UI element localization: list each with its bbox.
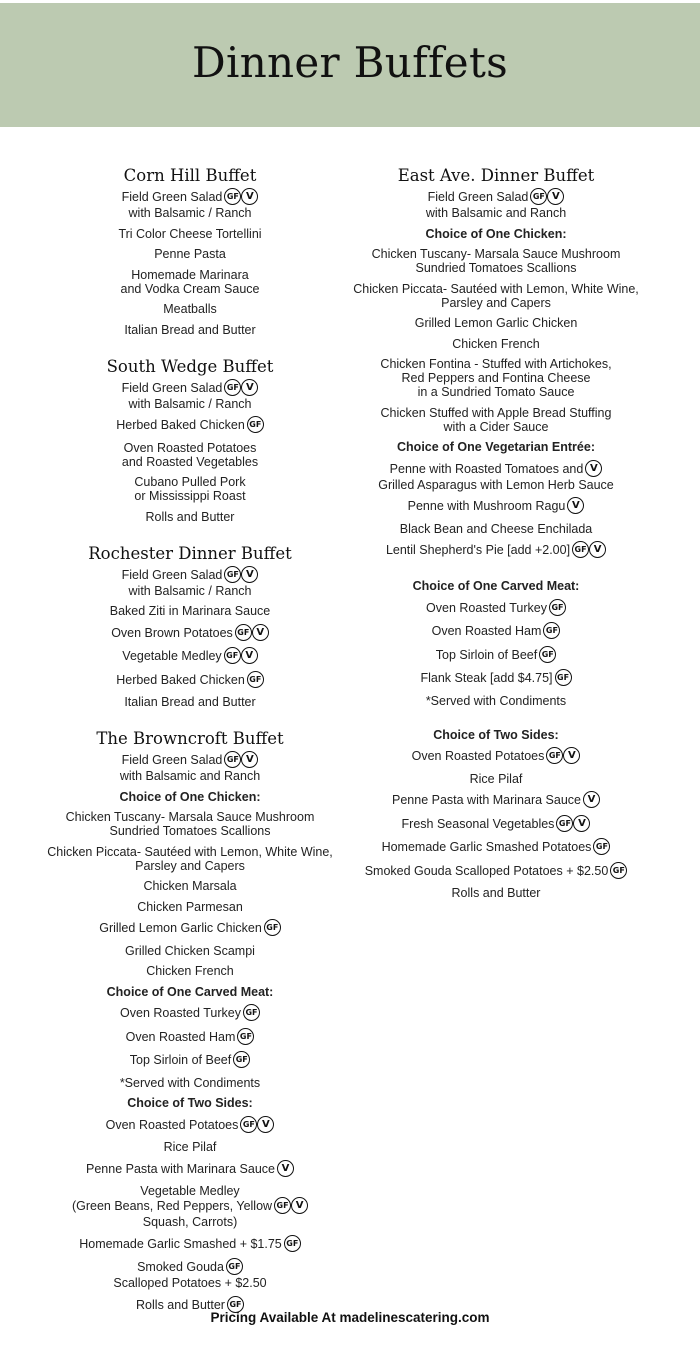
menu-item-line [30,752,350,769]
vegetarian-icon: V [241,379,258,396]
menu-item [30,1236,350,1253]
menu-item-line [30,648,350,665]
menu-item-text: Herbed Baked Chicken [116,672,245,687]
gluten-free-icon: GF [274,1197,291,1214]
menu-item-line [30,302,350,316]
menu-item-text: with Balsamic / Ranch [128,396,252,411]
menu-item-line [338,522,654,536]
menu-item-line [338,406,654,420]
menu-item-text: Rice Pilaf [469,771,523,786]
menu-item [338,247,654,275]
menu-item-text: Field Green Salad [121,752,223,767]
menu-item-text: Smoked Gouda Scalloped Potatoes + $2.50 [364,863,609,878]
menu-item-line [338,886,654,900]
menu-item-line [338,772,654,786]
menu-item-line [30,1259,350,1276]
menu-item-text: Parsley and Capers [441,295,551,310]
menu-item-line [30,268,350,282]
menu-item [338,863,654,880]
menu-item-list [338,189,654,900]
menu-item-text: Sundried Tomatoes Scallions [415,261,577,275]
menu-item-line [30,900,350,914]
menu-item [30,247,350,261]
menu-item-text: Lentil Shepherd's Pie [add +2.00] [385,542,571,557]
vegetarian-icon: V [563,747,580,764]
menu-item [30,380,350,411]
menu-item [30,302,350,316]
menu-item [30,475,350,503]
menu-item-text: Oven Roasted Ham [125,1029,236,1044]
menu-item-text: Chicken Fontina - Stuffed with Artichokes, [380,357,612,371]
menu-item-text: *Served with Condiments [425,693,567,708]
menu-item-text: Oven Roasted Potatoes [123,440,257,455]
menu-item [30,944,350,958]
menu-item [338,498,654,515]
menu-item [30,189,350,220]
menu-item-line [30,1029,350,1046]
menu-item-text: Choice of One Chicken: [119,789,261,804]
menu-item [338,839,654,856]
gluten-free-icon: GF [543,622,560,639]
gluten-free-icon: GF [243,1004,260,1021]
menu-item-text: Penne with Mushroom Ragu [407,498,566,513]
menu-item [338,542,654,559]
vegetarian-icon: V [277,1160,294,1177]
gluten-free-icon: GF [549,599,566,616]
vegetarian-icon: V [241,751,258,768]
menu-item-text: Herbed Baked Chicken [116,417,245,432]
menu-item-line [30,920,350,937]
menu-item-text: with Balsamic and Ranch [119,769,261,783]
menu-item-line [338,600,654,617]
menu-item [30,810,350,838]
menu-item-line [30,323,350,337]
menu-item [30,1161,350,1178]
menu-item-line [30,189,350,206]
choice-heading [30,985,350,999]
menu-item-line [30,1215,350,1229]
menu-item [30,845,350,873]
menu-item [30,648,350,665]
choice-heading [30,790,350,804]
menu-item-text: Oven Roasted Potatoes [411,748,545,763]
menu-item [338,792,654,809]
menu-item-line [338,478,654,492]
buffet-section-east-ave-dinner-buffet [338,166,654,900]
menu-item-text: Field Green Salad [121,567,223,582]
menu-item-text: Chicken Tuscany- Marsala Sauce Mushroom [371,247,621,261]
menu-item-line [30,985,350,999]
menu-item-text: Scalloped Potatoes + $2.50 [113,1276,267,1290]
menu-item [30,1052,350,1069]
page-title: Dinner Buffets [192,37,508,87]
menu-item [30,672,350,689]
menu-item [338,406,654,434]
page-header [0,3,700,127]
menu-item-text: Oven Roasted Turkey [426,600,547,615]
menu-item-text: Penne with Roasted Tomatoes and [389,461,584,476]
vegetarian-icon: V [583,791,600,808]
menu-item-text: *Served with Condiments [119,1075,261,1090]
menu-item-text: or Mississippi Roast [134,489,246,503]
menu-item [30,879,350,893]
menu-item-line [338,261,654,275]
menu-item-line [338,296,654,310]
menu-item [30,1029,350,1046]
gluten-free-icon: GF [247,671,264,688]
menu-item-line [338,247,654,261]
menu-item [30,920,350,937]
menu-item [30,1117,350,1134]
menu-item-text: Chicken French [146,964,234,978]
menu-item-line [30,510,350,524]
menu-item-line [338,623,654,640]
menu-item [30,268,350,296]
menu-item [30,1140,350,1154]
menu-item-text: Chicken Piccata- Sautéed with Lemon, White Wine, [47,844,333,859]
menu-item [338,600,654,617]
menu-item-line [338,748,654,765]
menu-item-text: Chicken Piccata- Sautéed with Lemon, White Wine, [353,281,639,296]
menu-item-line [30,397,350,411]
menu-item-line [338,694,654,708]
section-title: The Browncroft Buffet [96,729,284,748]
menu-item-text: Squash, Carrots) [142,1215,238,1229]
menu-item-line [30,247,350,261]
menu-item-text: Choice of Two Sides: [127,1096,253,1110]
buffet-section-the-browncroft-buffet [30,729,350,1314]
menu-item-line [30,1161,350,1178]
gluten-free-icon: GF [224,751,241,768]
menu-item-line [338,647,654,664]
menu-item-list [30,380,350,524]
menu-item-text: Flank Steak [add $4.75] [420,670,553,685]
menu-item-line [338,420,654,434]
gluten-free-icon: GF [284,1235,301,1252]
menu-item-line [338,227,654,241]
menu-item [30,604,350,618]
menu-item-line [30,1236,350,1253]
gluten-free-icon: GF [227,1296,244,1313]
menu-item-list [30,752,350,1314]
menu-item [338,748,654,765]
menu-item [30,1005,350,1022]
menu-item-text: Chicken French [452,336,540,351]
choice-heading [338,728,654,742]
menu-item-text: Sundried Tomatoes Scallions [109,824,271,838]
menu-item-line [30,964,350,978]
menu-item-line [30,1198,350,1215]
menu-item [338,772,654,786]
menu-item-text: Grilled Lemon Garlic Chicken [414,316,578,330]
menu-item-text: and Roasted Vegetables [121,454,259,469]
gluten-free-icon: GF [593,838,610,855]
choice-heading [338,440,654,454]
menu-item-text: (Green Beans, Red Peppers, Yellow [71,1198,273,1213]
menu-item-line [30,810,350,824]
vegetarian-icon: V [291,1197,308,1214]
menu-item [30,752,350,783]
menu-item-line [338,385,654,399]
menu-item [30,227,350,241]
menu-item-text: Grilled Chicken Scampi [125,943,255,958]
menu-item-line [338,282,654,296]
menu-item-text: Choice of One Vegetarian Entrée: [397,440,595,454]
menu-item-text: with Balsamic and Ranch [425,206,567,220]
menu-item-text: with Balsamic / Ranch [128,206,252,220]
menu-item [30,900,350,914]
menu-item-text: Vegetable Medley [140,1184,240,1198]
menu-item [30,964,350,978]
menu-item [338,694,654,708]
gluten-free-icon: GF [224,188,241,205]
menu-item-text: Chicken Stuffed with Apple Bread Stuffing [380,405,612,420]
menu-item-line [30,1096,350,1110]
menu-item [30,1259,350,1290]
menu-item-text: Choice of One Chicken: [425,226,567,241]
vegetarian-icon: V [257,1116,274,1133]
menu-item-text: Field Green Salad [121,189,223,204]
menu-item-text: Choice of One Carved Meat: [412,579,580,593]
menu-item-text: Chicken Marsala [143,879,237,893]
gluten-free-icon: GF [233,1051,250,1068]
menu-item-text: Homemade Garlic Smashed + $1.75 [79,1236,282,1251]
menu-item [338,189,654,220]
vegetarian-icon: V [585,460,602,477]
menu-item-text: Chicken Tuscany- Marsala Sauce Mushroom [65,810,315,824]
menu-item [338,357,654,399]
menu-item [338,670,654,687]
menu-item-line [30,1276,350,1290]
menu-item-text: Oven Brown Potatoes [111,625,233,640]
menu-item-line [30,879,350,893]
menu-item-line [338,863,654,880]
menu-item-line [30,625,350,642]
gluten-free-icon: GF [224,647,241,664]
menu-item-text: Homemade Marinara [131,267,249,282]
menu-item-line [338,357,654,371]
menu-item-line [30,441,350,455]
vegetarian-icon: V [573,815,590,832]
menu-item-line [30,944,350,958]
menu-item [338,337,654,351]
menu-item-line [30,672,350,689]
menu-item-line [338,189,654,206]
menu-item-line [338,206,654,220]
menu-item-text: Field Green Salad [427,189,529,204]
vegetarian-icon: V [567,497,584,514]
menu-item-line [30,1076,350,1090]
section-title: Rochester Dinner Buffet [88,543,292,563]
menu-item [338,461,654,492]
vegetarian-icon: V [241,566,258,583]
menu-item-line [338,816,654,833]
menu-item-line [338,498,654,515]
menu-item-line [30,584,350,598]
menu-item-line [338,792,654,809]
menu-item-text: Choice of One Carved Meat: [106,984,274,999]
menu-item [30,510,350,524]
gluten-free-icon: GF [240,1116,257,1133]
menu-item-line [30,1052,350,1069]
menu-item-line [338,579,654,593]
gluten-free-icon: GF [237,1028,254,1045]
menu-item-line [30,380,350,397]
menu-item-text: Penne Pasta [154,247,226,261]
menu-item [338,522,654,536]
choice-heading [338,227,654,241]
menu-item-text: Vegetable Medley [122,648,222,663]
menu-item-text: with a Cider Sauce [443,419,549,434]
menu-item-text: Meatballs [163,302,217,316]
menu-item-line [338,461,654,478]
section-title: Corn Hill Buffet [123,166,257,185]
menu-item [30,625,350,642]
menu-item-line [338,542,654,559]
menu-item-text: Rolls and Butter [451,886,541,900]
menu-item-line [30,790,350,804]
menu-item-line [30,567,350,584]
vegetarian-icon: V [252,624,269,641]
menu-item-text: with Balsamic / Ranch [128,583,252,598]
menu-item-line [338,728,654,742]
gluten-free-icon: GF [572,541,589,558]
menu-item-text: Smoked Gouda [137,1259,224,1274]
vegetarian-icon: V [241,188,258,205]
menu-item-text: Field Green Salad [121,380,223,395]
menu-item-text: Grilled Lemon Garlic Chicken [99,920,262,935]
gluten-free-icon: GF [264,919,281,936]
menu-item [338,623,654,640]
menu-item-text: Oven Roasted Turkey [120,1005,241,1020]
menu-item-line [338,839,654,856]
menu-item [30,441,350,469]
gluten-free-icon: GF [247,416,264,433]
menu-item-text: Oven Roasted Ham [431,623,542,638]
menu-item [30,417,350,434]
gluten-free-icon: GF [530,188,547,205]
menu-item-line [30,455,350,469]
gluten-free-icon: GF [556,815,573,832]
menu-item-line [30,227,350,241]
gluten-free-icon: GF [235,624,252,641]
menu-item-line [30,769,350,783]
menu-item-text: Parsley and Capers [135,858,245,873]
gluten-free-icon: GF [539,646,556,663]
footer-pricing-note: Pricing Available At madelinescatering.com [210,1310,490,1325]
gluten-free-icon: GF [224,566,241,583]
section-title: East Ave. Dinner Buffet [397,166,595,185]
menu-item [30,567,350,598]
menu-item-text: Rolls and Butter [136,1297,225,1312]
menu-item [338,316,654,330]
gluten-free-icon: GF [226,1258,243,1275]
menu-item-list [30,189,350,337]
menu-item-line [30,824,350,838]
gluten-free-icon: GF [546,747,563,764]
menu-item-text: Rice Pilaf [163,1140,217,1154]
buffet-section-rochester-dinner-buffet [30,544,350,710]
menu-item [30,1184,350,1229]
vegetarian-icon: V [241,647,258,664]
menu-item-text: Penne Pasta with Marinara Sauce [86,1161,275,1176]
menu-item-line [30,695,350,709]
menu-item-line [30,206,350,220]
buffet-section-corn-hill-buffet [30,166,350,337]
menu-item-line [30,1140,350,1154]
menu-item-text: Homemade Garlic Smashed Potatoes [381,839,592,854]
menu-item-text: Choice of Two Sides: [433,727,559,742]
menu-item-text: Cubano Pulled Pork [134,475,246,489]
menu-item-text: Italian Bread and Butter [124,322,256,337]
menu-item-line [30,1005,350,1022]
choice-heading [30,1096,350,1110]
menu-item [30,323,350,337]
menu-item-line [30,417,350,434]
menu-item-text: Fresh Seasonal Vegetables [401,816,555,831]
menu-item-text: Black Bean and Cheese Enchilada [399,521,593,536]
menu-item-line [338,371,654,385]
menu-item-text: Oven Roasted Potatoes [105,1117,239,1132]
menu-item [338,647,654,664]
menu-item-line [30,489,350,503]
vegetarian-icon: V [547,188,564,205]
menu-item [338,886,654,900]
menu-item [338,282,654,310]
menu-item-line [30,604,350,618]
buffet-section-south-wedge-buffet [30,357,350,524]
menu-item-line [338,316,654,330]
menu-item-text: Tri Color Cheese Tortellini [118,226,262,241]
choice-heading [338,579,654,593]
menu-item [30,695,350,709]
right-column [338,166,654,920]
menu-item-line [30,1117,350,1134]
menu-item-list [30,567,350,710]
menu-item-text: and Vodka Cream Sauce [120,281,260,296]
gluten-free-icon: GF [610,862,627,879]
menu-item-text: Top Sirloin of Beef [129,1052,232,1067]
section-title: South Wedge Buffet [106,356,274,376]
menu-item-text: Red Peppers and Fontina Cheese [401,371,591,385]
menu-item-line [338,440,654,454]
gluten-free-icon: GF [224,379,241,396]
menu-item-text: Grilled Asparagus with Lemon Herb Sauce [378,477,614,492]
menu-item-line [338,337,654,351]
menu-item-line [30,1184,350,1198]
menu-item-text: Baked Ziti in Marinara Sauce [109,604,271,618]
menu-item-text: Rolls and Butter [145,509,235,524]
menu-item [338,816,654,833]
menu-item-line [30,859,350,873]
menu-item-text: in a Sundried Tomato Sauce [417,385,575,399]
menu-item-line [30,475,350,489]
menu-item-line [30,282,350,296]
menu-item-text: Italian Bread and Butter [124,695,256,709]
menu-item-text: Chicken Parmesan [137,899,243,914]
gluten-free-icon: GF [555,669,572,686]
menu-item-line [338,670,654,687]
vegetarian-icon: V [589,541,606,558]
menu-item [30,1076,350,1090]
menu-item-text: Penne Pasta with Marinara Sauce [392,792,581,807]
left-column [30,166,350,1334]
menu-item-line [30,845,350,859]
menu-item-text: Top Sirloin of Beef [435,647,538,662]
